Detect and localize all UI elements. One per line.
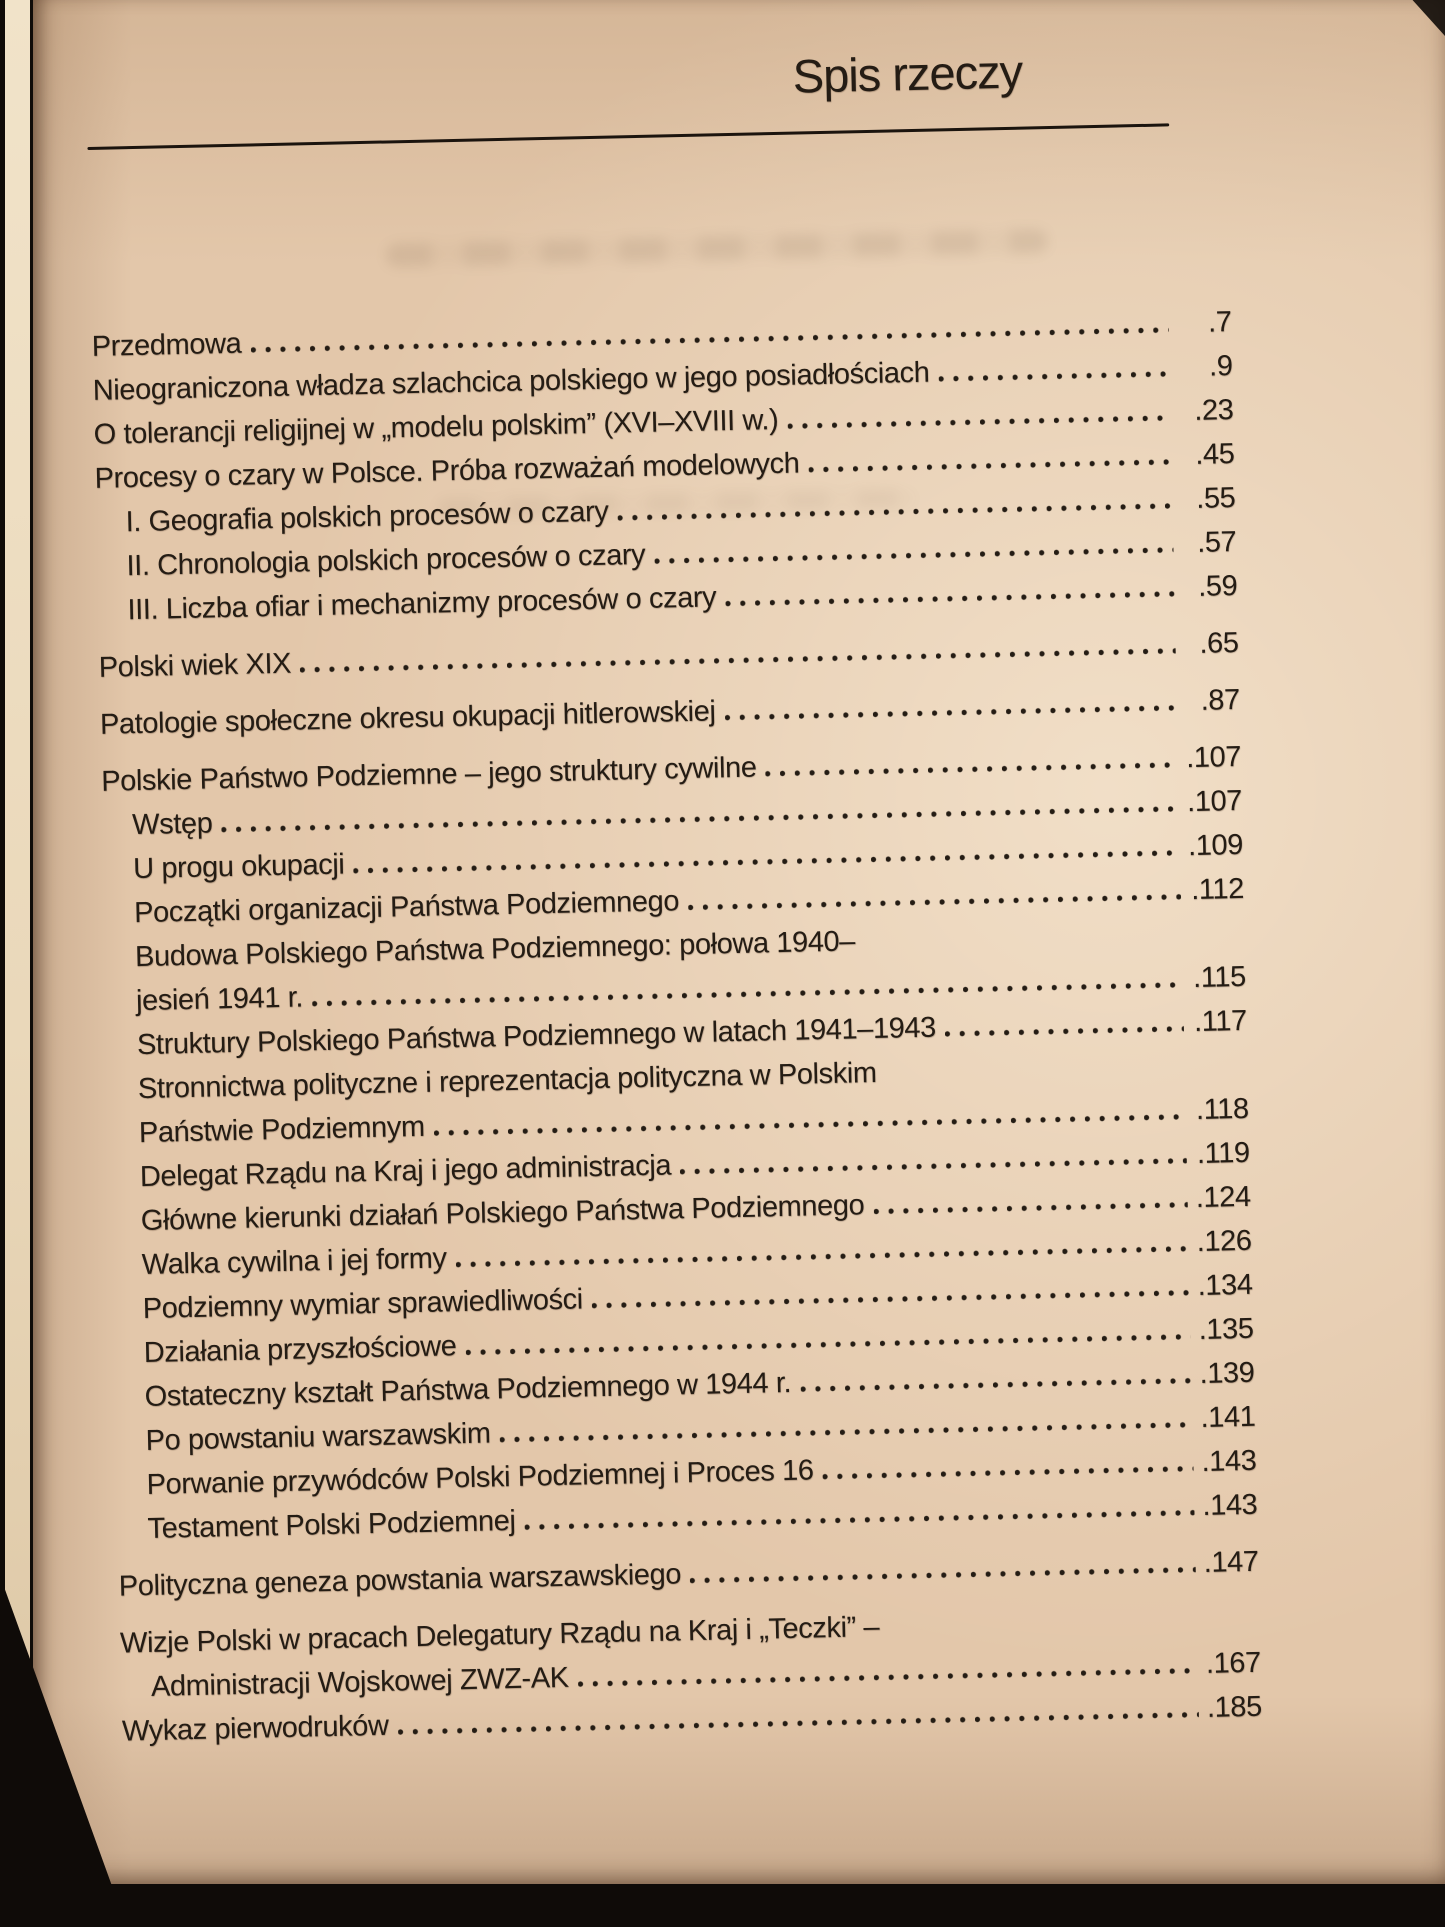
toc-entry-label: Walka cywilna i jej formy (141, 1242, 447, 1281)
toc-entry-label: Państwie Podziemnym (138, 1110, 425, 1149)
toc-entry-label: Główne kierunki działań Polskiego Państwa Podziemnego (140, 1188, 865, 1237)
page-edge-strip (5, 0, 30, 1870)
page-number: . 55 (1173, 482, 1236, 516)
toc-entry-label: Przedmowa (91, 327, 242, 363)
toc-entry-label: Procesy o czary w Polsce. Próba rozważań modelowych (94, 447, 800, 495)
book-page (33, 0, 1445, 1884)
toc-entry-label: Polskie Państwo Podziemne – jego struktury cywilne (100, 751, 757, 798)
page-number: . 107 (1179, 741, 1242, 775)
toc-entry-label: Porwanie przywódców Polski Podziemnej i Proces 16 (146, 1454, 814, 1501)
page-number: . 112 (1182, 873, 1245, 907)
page-number: . 147 (1196, 1545, 1259, 1579)
toc-entry-label: O tolerancji religijnej w „modelu polskim” (XVI–XVIII w.) (93, 403, 779, 451)
dot-leader (725, 587, 1174, 610)
toc-entry-label: Stronnictwa polityczne i reprezentacja polityczna w Polskim (137, 1056, 877, 1105)
toc-entry-label: U progu okupacji (132, 848, 345, 885)
toc-entry-label: Podziemny wymiar sprawiedliwości (142, 1283, 584, 1325)
page-number: . 117 (1184, 1005, 1247, 1039)
toc-entry-label: Ostateczny kształt Państwa Podziemnego w 1944 r. (144, 1366, 792, 1413)
page-number: . 109 (1181, 829, 1244, 863)
dot-leader (873, 1198, 1188, 1218)
page-number: . 59 (1175, 570, 1238, 604)
page-number: . 9 (1170, 350, 1233, 384)
page-number: . 167 (1198, 1646, 1261, 1680)
page-number: . 57 (1174, 526, 1237, 560)
page-number: . 119 (1187, 1136, 1250, 1170)
page-number: . 65 (1176, 627, 1239, 661)
toc-entry-label: Wykaz pierwodruków (121, 1709, 389, 1748)
page-title: Spis rzeczy (792, 44, 1023, 103)
toc-entry-label: Polityczna geneza powstania warszawskiego (118, 1557, 682, 1603)
toc-entry-label: Patologie społeczne okresu okupacji hitlerowskiej (99, 695, 716, 741)
dot-leader (808, 456, 1171, 477)
toc-entry (118, 1540, 1259, 1609)
toc-entry-label: I. Geografia polskich procesów o czary (125, 495, 609, 538)
page-number: . 185 (1199, 1690, 1262, 1724)
toc-entry-label: Działania przyszłościowe (143, 1329, 457, 1369)
toc-entry-label: III. Liczba ofiar i mechanizmy procesów o czary (127, 580, 717, 626)
dot-leader (787, 412, 1170, 433)
toc-entry-label: Administracji Wojskowej ZWZ-AK (150, 1661, 569, 1703)
toc-entry-label: Początki organizacji Państwa Podziemnego (133, 884, 680, 929)
page-number: . 143 (1195, 1488, 1258, 1522)
dot-leader (397, 1708, 1199, 1738)
toc-entry-label: Wizje Polski w pracach Delegatury Rządu na Kraj i „Teczki” – (119, 1610, 880, 1660)
page-number: . 45 (1172, 438, 1235, 472)
dot-leader (724, 701, 1177, 724)
page-number: . 143 (1194, 1444, 1257, 1478)
toc-entry (98, 621, 1239, 690)
page-number: . 135 (1191, 1312, 1254, 1346)
toc-entry (100, 678, 1241, 747)
dot-leader (823, 1462, 1194, 1483)
toc-entry-label: Testament Polski Podziemnej (147, 1504, 516, 1545)
page-number: . 107 (1180, 785, 1243, 819)
page-number: . 124 (1188, 1180, 1251, 1214)
toc-entry-label: Struktury Polskiego Państwa Podziemnego w latach 1941–1943 (136, 1011, 937, 1061)
dot-leader (654, 544, 1173, 568)
dot-leader (690, 1563, 1196, 1587)
dot-leader (800, 1374, 1192, 1396)
page-number: . 7 (1169, 306, 1232, 340)
page-number: . 115 (1183, 961, 1246, 995)
dot-leader (578, 1664, 1198, 1691)
dot-leader (300, 644, 1176, 676)
page-number: . 87 (1177, 684, 1240, 718)
showthrough-smudge (386, 229, 1048, 267)
toc-entry-label: Po powstaniu warszawskim (145, 1417, 491, 1457)
page-number: . 141 (1193, 1400, 1256, 1434)
page-number: . 126 (1189, 1224, 1252, 1258)
dot-leader (765, 758, 1178, 780)
toc-content (85, 11, 1262, 1754)
dot-leader (617, 500, 1172, 525)
dot-leader (945, 1022, 1184, 1040)
toc-entry-label: Delegat Rządu na Kraj i jego administracja (139, 1149, 672, 1193)
dot-leader (688, 890, 1181, 914)
divider-rule (87, 123, 1169, 150)
dot-leader (524, 1506, 1194, 1534)
dot-leader (592, 1286, 1190, 1312)
toc-list (91, 300, 1262, 1754)
page-number: . 139 (1192, 1356, 1255, 1390)
dot-leader (938, 368, 1169, 386)
toc-entry-label: jesień 1941 r. (135, 981, 304, 1017)
toc-entry-label: Polski wiek XIX (98, 647, 292, 684)
toc-entry-label: II. Chronologia polskich procesów o czary (126, 538, 646, 582)
page-number: . 23 (1171, 394, 1234, 428)
page-number: . 118 (1186, 1092, 1249, 1126)
dot-leader (680, 1154, 1187, 1178)
toc-entry-label: Nieograniczona władza szlachcica polskiego w jego posiadłościach (92, 356, 930, 407)
toc-entry-label: Budowa Polskiego Państwa Podziemnego: połowa 1940– (134, 925, 856, 973)
toc-entry-label: Wstęp (131, 807, 213, 841)
page-number: . 134 (1190, 1268, 1253, 1302)
